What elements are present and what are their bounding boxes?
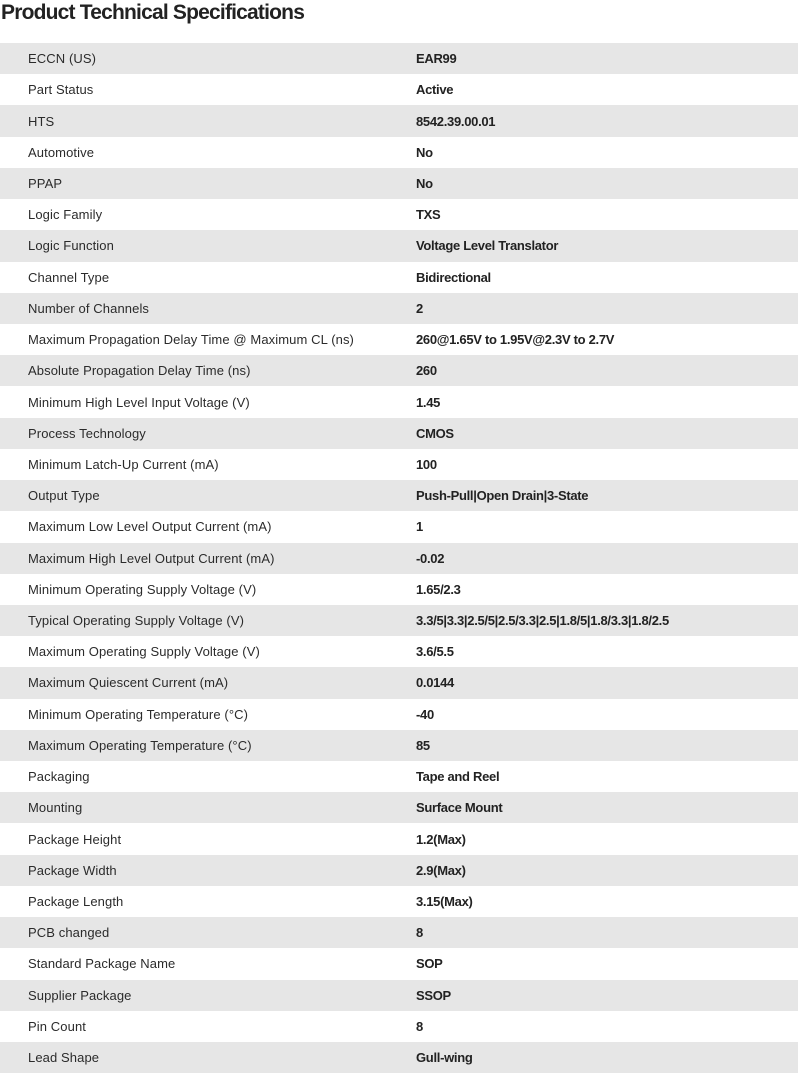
spec-label: Number of Channels xyxy=(28,300,150,316)
spec-value: 8 xyxy=(416,1018,423,1034)
spec-row xyxy=(0,293,798,324)
spec-row xyxy=(0,636,798,667)
spec-label: Maximum Propagation Delay Time @ Maximum CL (ns) xyxy=(28,332,354,348)
spec-value: 3.15(Max) xyxy=(416,894,473,910)
spec-label: Absolute Propagation Delay Time (ns) xyxy=(28,363,251,379)
spec-label: PCB changed xyxy=(28,925,110,941)
spec-label: Package Width xyxy=(28,862,117,878)
spec-row xyxy=(0,230,798,261)
spec-value: 0.0144 xyxy=(416,675,454,691)
spec-value: CMOS xyxy=(416,425,454,441)
spec-value: 1 xyxy=(416,519,423,535)
spec-value: TXS xyxy=(416,207,441,223)
spec-value: 1.65/2.3 xyxy=(416,581,461,597)
spec-row xyxy=(0,730,798,761)
spec-row xyxy=(0,667,798,698)
spec-label: Process Technology xyxy=(28,425,146,441)
spec-row xyxy=(0,761,798,792)
spec-row xyxy=(0,1042,798,1073)
spec-value: No xyxy=(416,175,433,191)
spec-value: 8 xyxy=(416,925,423,941)
spec-row xyxy=(0,605,798,636)
spec-label: Maximum Low Level Output Current (mA) xyxy=(28,519,272,535)
spec-label: Package Length xyxy=(28,894,124,910)
spec-label: Maximum Operating Temperature (°C) xyxy=(28,737,252,753)
spec-row xyxy=(0,449,798,480)
spec-table-body xyxy=(0,43,798,1073)
spec-value: 1.45 xyxy=(416,394,441,410)
spec-row xyxy=(0,418,798,449)
spec-value: SOP xyxy=(416,956,443,972)
spec-row xyxy=(0,886,798,917)
spec-table xyxy=(0,43,798,1073)
spec-label: Part Status xyxy=(28,82,94,98)
spec-label: Minimum Latch-Up Current (mA) xyxy=(28,456,219,472)
spec-label: ECCN (US) xyxy=(28,51,97,67)
spec-label: Lead Shape xyxy=(28,1050,100,1066)
spec-row xyxy=(0,543,798,574)
spec-row xyxy=(0,980,798,1011)
spec-label: Channel Type xyxy=(28,269,110,285)
spec-value: Voltage Level Translator xyxy=(416,238,559,254)
spec-label: Maximum Quiescent Current (mA) xyxy=(28,675,229,691)
spec-row xyxy=(0,137,798,168)
spec-label: Minimum Operating Supply Voltage (V) xyxy=(28,581,257,597)
spec-label: Automotive xyxy=(28,144,95,160)
spec-label: Maximum Operating Supply Voltage (V) xyxy=(28,644,260,660)
spec-row xyxy=(0,199,798,230)
spec-row xyxy=(0,511,798,542)
spec-row xyxy=(0,792,798,823)
spec-label: Logic Family xyxy=(28,207,103,223)
spec-row xyxy=(0,43,798,74)
spec-row xyxy=(0,324,798,355)
spec-label: Supplier Package xyxy=(28,987,132,1003)
spec-row xyxy=(0,168,798,199)
spec-label: Maximum High Level Output Current (mA) xyxy=(28,550,275,566)
spec-value: 3.3/5|3.3|2.5/5|2.5/3.3|2.5|1.8/5|1.8/3.3|1.8/2.5 xyxy=(416,613,669,629)
spec-value: 3.6/5.5 xyxy=(416,644,454,660)
spec-value: Surface Mount xyxy=(416,800,503,816)
spec-value: 2 xyxy=(416,300,423,316)
spec-label: Logic Function xyxy=(28,238,114,254)
spec-value: EAR99 xyxy=(416,51,457,67)
spec-row xyxy=(0,74,798,105)
spec-row xyxy=(0,823,798,854)
spec-row xyxy=(0,355,798,386)
spec-value: Tape and Reel xyxy=(416,769,500,785)
spec-label: Packaging xyxy=(28,769,90,785)
spec-value: 85 xyxy=(416,737,430,753)
spec-row xyxy=(0,262,798,293)
spec-value: 260@1.65V to 1.95V@2.3V to 2.7V xyxy=(416,332,615,348)
spec-row xyxy=(0,948,798,979)
spec-value: No xyxy=(416,144,433,160)
spec-row xyxy=(0,386,798,417)
spec-row xyxy=(0,699,798,730)
spec-label: Mounting xyxy=(28,800,83,816)
spec-value: Bidirectional xyxy=(416,269,491,285)
spec-value: SSOP xyxy=(416,987,451,1003)
spec-value: 2.9(Max) xyxy=(416,862,466,878)
spec-value: 260 xyxy=(416,363,437,379)
spec-value: -0.02 xyxy=(416,550,445,566)
spec-value: Active xyxy=(416,82,454,98)
spec-label: Minimum High Level Input Voltage (V) xyxy=(28,394,250,410)
spec-label: Pin Count xyxy=(28,1018,86,1034)
spec-value: -40 xyxy=(416,706,434,722)
spec-row xyxy=(0,480,798,511)
spec-row xyxy=(0,105,798,136)
spec-label: Typical Operating Supply Voltage (V) xyxy=(28,613,245,629)
page-title: Product Technical Specifications xyxy=(1,1,305,24)
spec-label: Package Height xyxy=(28,831,122,847)
spec-label: Output Type xyxy=(28,488,100,504)
spec-row xyxy=(0,1011,798,1042)
spec-row xyxy=(0,855,798,886)
spec-label: PPAP xyxy=(28,175,63,191)
spec-label: Minimum Operating Temperature (°C) xyxy=(28,706,249,722)
spec-value: 100 xyxy=(416,456,437,472)
spec-row xyxy=(0,574,798,605)
spec-value: Gull-wing xyxy=(416,1050,473,1066)
spec-row xyxy=(0,917,798,948)
spec-label: HTS xyxy=(28,113,55,129)
spec-value: Push-Pull|Open Drain|3-State xyxy=(416,488,589,504)
spec-value: 1.2(Max) xyxy=(416,831,466,847)
spec-label: Standard Package Name xyxy=(28,956,176,972)
spec-value: 8542.39.00.01 xyxy=(416,113,496,129)
